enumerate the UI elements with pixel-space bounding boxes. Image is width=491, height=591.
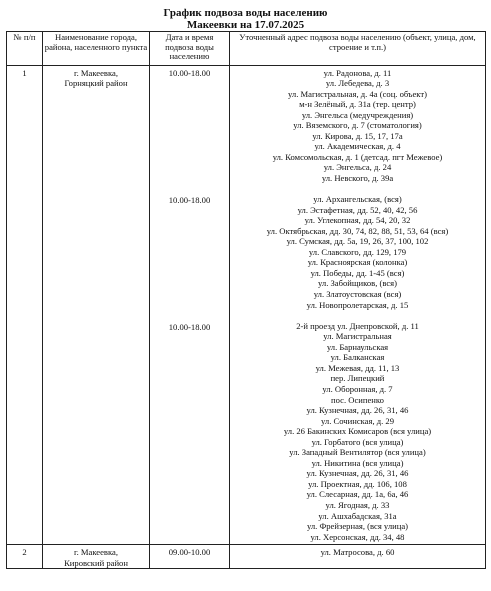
time-spacer [151,459,228,470]
time-slot: 10.00-18.00 [168,321,211,332]
time-spacer [151,300,228,311]
address-line: пер. Липецкий [330,373,385,384]
address-line: ул. Ягодная, д. 33 [325,500,390,511]
address-line: ул. Ашхабадская, 31а [318,510,397,521]
time-spacer [151,131,228,142]
address-line: ул. Фрейзерная, (вся улица) [306,521,409,532]
address-line: ул. Матросова, д. 60 [320,547,395,558]
time-spacer [151,248,228,259]
address-line: ул. Балканская [330,352,385,363]
address-line: ул. Кузнечная, дд. 26, 31, 46 [306,468,409,479]
address-line: ул. Академическая, д. 4 [314,141,401,152]
time-spacer [151,290,228,301]
address-line: ул. Забойщиков, (вся) [318,278,397,289]
document-title: График подвоза воды населению [163,7,328,19]
address-line: ул. Западный Вентилятор (вся улица) [289,447,426,458]
group-spacer [231,310,484,321]
time-spacer [151,533,228,544]
time-spacer [151,99,228,110]
time-spacer [151,269,228,280]
time-slot: 10.00-18.00 [168,67,211,78]
address-line: ул. 26 Бакинских Комисаров (вся улица) [283,426,432,437]
address-line: ул. Энгельса (медучреждения) [301,109,414,120]
header-num: № п/п [7,32,43,66]
header-time: Дата и время подвоза воды населению [150,32,230,66]
address-line: ул. Архангельская, (вся) [313,194,402,205]
time-spacer [151,89,228,100]
address-line: ул. Сумская, дд. 5а, 19, 26, 37, 100, 102 [286,236,429,247]
address-line: ул. Кузнечная, дд. 26, 31, 46 [306,405,409,416]
address-line: 2-й проезд ул. Днепровской, д. 11 [296,320,419,331]
group-spacer [231,184,484,195]
address-line: ул. Вяземского, д. 7 (стоматология) [293,120,422,131]
time-spacer [151,523,228,534]
header-address: Уточненный адрес подвоза воды населению (объект, улица, дом, строение и т.п.) [230,32,486,66]
row-time [150,545,230,569]
address-line: ул. Лебедева, д. 3 [325,78,390,89]
row-city [43,65,150,545]
address-line: ул. Красноярская (колонка) [307,257,408,268]
address-line: ул. Барнаульская [326,341,389,352]
time-spacer [151,237,228,248]
time-spacer [151,142,228,153]
city-line: Горняцкий район [64,78,128,89]
row-num-text: 1 [22,67,27,78]
time-spacer [151,364,228,375]
address-line: ул. Невского, д. 39а [321,172,394,183]
time-spacer [151,406,228,417]
time-spacer [151,438,228,449]
time-spacer [151,375,228,386]
row-city [43,545,150,569]
address-line: ул. Межевая, дд. 11, 13 [315,362,400,373]
address-line: ул. Кирова, д. 15, 17, 17а [312,130,403,141]
time-spacer [151,502,228,513]
address-line: ул. Горбатого (вся улица) [311,436,404,447]
address-line: пос. Осипенко [331,394,384,405]
address-line: ул. Магистральная [323,331,392,342]
time-slot: 10.00-18.00 [168,194,211,205]
address-line: ул. Оборонная, д. 7 [322,384,393,394]
address-line: ул. Проектная, дд. 106, 108 [308,478,407,489]
time-spacer [151,216,228,227]
city-line: г. Макеевка, [74,67,118,78]
row-addresses [230,65,486,545]
document-subtitle: Макеевки на 17.07.2025 [186,19,305,31]
row-addresses [230,545,486,569]
time-slot: 09.00-10.00 [168,547,211,558]
water-delivery-table [6,31,486,569]
time-spacer [151,449,228,460]
address-line: ул. Октябрьская, дд. 30, 74, 82, 88, 51, 53, 64 (вся) [266,225,449,236]
address-line: ул. Новопролетарская, д. 15 [306,299,409,310]
city-line: г. Макеевка, [74,547,118,558]
address-line: ул. Комсомольская, д. 1 (детсад. пгт Межевое) [272,151,443,162]
time-spacer [151,428,228,439]
address-line: ул. Славского, дд. 129, 179 [308,246,407,257]
row-time [150,65,230,545]
table-header-row [7,32,486,66]
time-spacer [151,205,228,216]
time-spacer [151,279,228,290]
time-spacer [151,343,228,354]
time-spacer [151,417,228,428]
time-spacer [151,385,228,396]
row-num [7,65,43,545]
time-spacer [151,78,228,89]
time-spacer [151,470,228,481]
time-spacer [151,396,228,407]
time-spacer [151,173,228,184]
address-line: ул. Сочинская, д. 29 [320,415,395,426]
address-line: м-н Зелёный, д. 31а (тер. центр) [299,99,416,110]
address-line: ул. Златоустовская (вся) [313,289,402,300]
address-line: ул. Радонова, д. 11 [323,67,392,78]
group-spacer [151,311,228,322]
time-spacer [151,120,228,131]
time-spacer [151,491,228,502]
time-spacer [151,332,228,343]
address-line: ул. Энгельса, д. 24 [323,162,392,173]
address-line: ул. Херсонская, дд. 34, 48 [310,531,405,542]
time-spacer [151,226,228,237]
city-line: Кировский район [64,557,128,568]
time-spacer [151,481,228,492]
time-spacer [151,512,228,523]
address-line: ул. Слесарная, дд. 1а, 6а, 46 [306,489,409,500]
address-line: ул. Эстафетная, дд. 52, 40, 42, 56 [297,204,418,215]
time-spacer [151,353,228,364]
group-spacer [151,184,228,195]
time-spacer [151,258,228,269]
address-line: ул. Магистральная, д. 4а (соц. объект) [287,88,427,99]
table-row [7,65,486,545]
address-line: ул. Никитина (вся улица) [311,457,404,468]
time-spacer [151,110,228,121]
address-line: ул. Углекопная, дд. 54, 20, 32 [304,215,411,226]
table-row [7,545,486,569]
row-num [7,545,43,569]
address-line: ул. Победы, дд. 1-45 (вся) [310,267,405,278]
row-num-text: 2 [22,547,27,558]
time-spacer [151,152,228,163]
time-spacer [151,163,228,174]
header-city: Наименование города, района, населенного пункта [43,32,150,66]
